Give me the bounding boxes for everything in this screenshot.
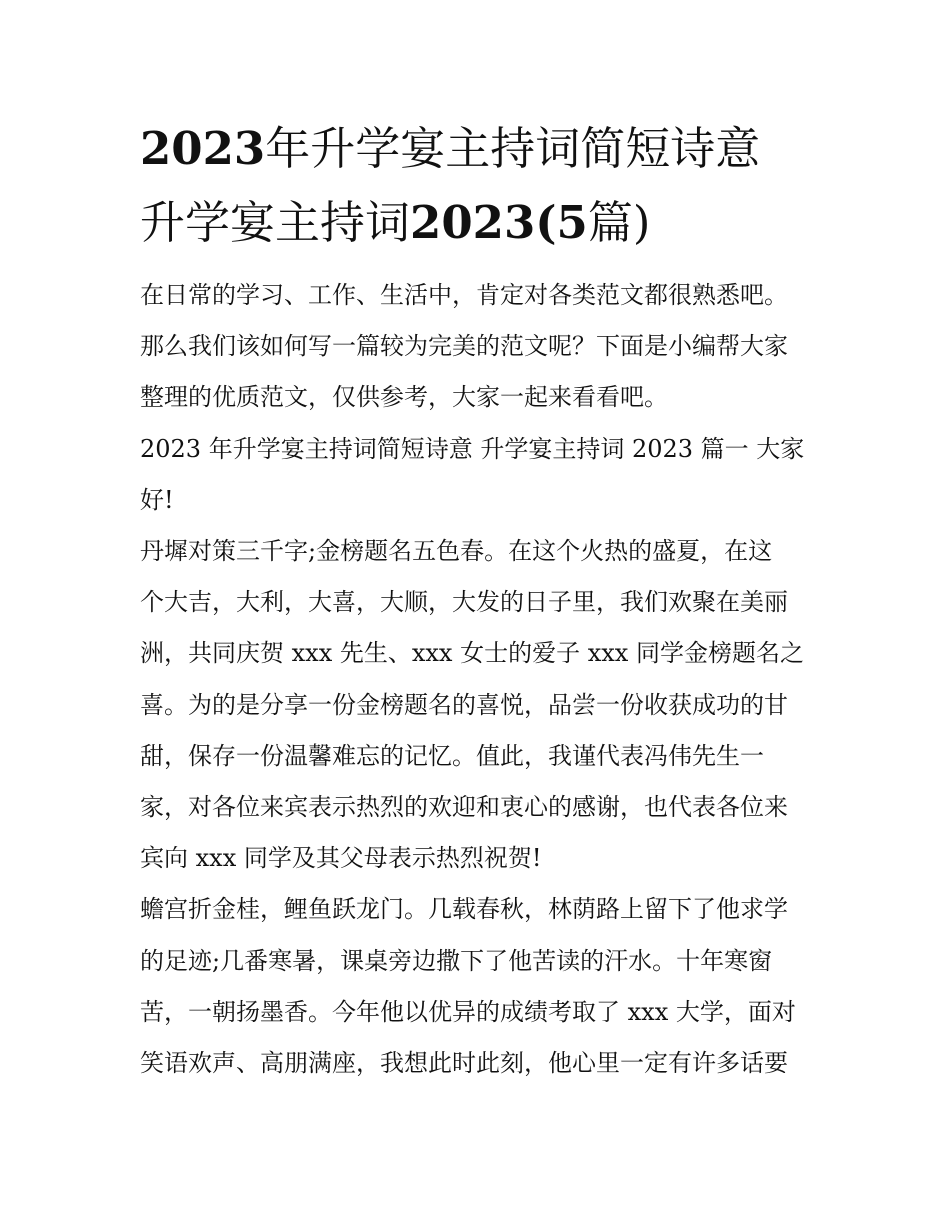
body-line: 好! (140, 485, 174, 514)
title-year-count: 2023(5 (410, 196, 588, 249)
body-line: 洲，共同庆贺 xxx 先生、xxx 女士的爱子 xxx 同学金榜题名之 (140, 639, 804, 668)
body-line: 的足迹;几番寒暑，课桌旁边撒下了他苦读的汗水。十年寒窗 (140, 946, 773, 975)
body-line: 那么我们该如何写一篇较为完美的范文呢？下面是小编帮大家 (140, 332, 788, 361)
body-line: 个大吉，大利，大喜，大顺，大发的日子里，我们欢聚在美丽 (140, 588, 788, 617)
body-line: 家，对各位来宾表示热烈的欢迎和衷心的感谢，也代表各位来 (140, 793, 788, 822)
title-text-2: 升学宴主持词 (140, 196, 411, 249)
title-line-2 (140, 186, 812, 260)
body-line: 苦，一朝扬墨香。今年他以优异的成绩考取了 xxx 大学，面对 (140, 997, 796, 1026)
body-line: 丹墀对策三千字;金榜题名五色春。在这个火热的盛夏，在这 (140, 537, 773, 566)
body-line: 笑语欢声、高朋满座，我想此时此刻，他心里一定有许多话要 (140, 1049, 788, 1078)
document-page (140, 112, 812, 1089)
title-year: 2023 (140, 122, 266, 175)
body-line: 2023 年升学宴主持词简短诗意 升学宴主持词 2023 篇一 大家 (140, 434, 805, 463)
title-text-1: 年升学宴主持词简短诗意 (265, 122, 761, 175)
title-line-1 (140, 112, 812, 186)
body-line: 喜。为的是分享一份金榜题名的喜悦，品尝一份收获成功的甘 (140, 690, 788, 719)
document-body (140, 270, 812, 1089)
body-line: 甜，保存一份温馨难忘的记忆。值此，我谨代表冯伟先生一 (140, 741, 764, 770)
body-line: 宾向 xxx 同学及其父母表示热烈祝贺! (140, 844, 542, 873)
body-line: 在日常的学习、工作、生活中，肯定对各类范文都很熟悉吧。 (140, 281, 788, 309)
title-text-3: 篇) (587, 196, 651, 249)
document-title (140, 112, 812, 260)
body-line: 整理的优质范文，仅供参考，大家一起来看看吧。 (140, 383, 668, 412)
body-line: 蟾宫折金桂，鲤鱼跃龙门。几载春秋，林荫路上留下了他求学 (140, 895, 788, 924)
